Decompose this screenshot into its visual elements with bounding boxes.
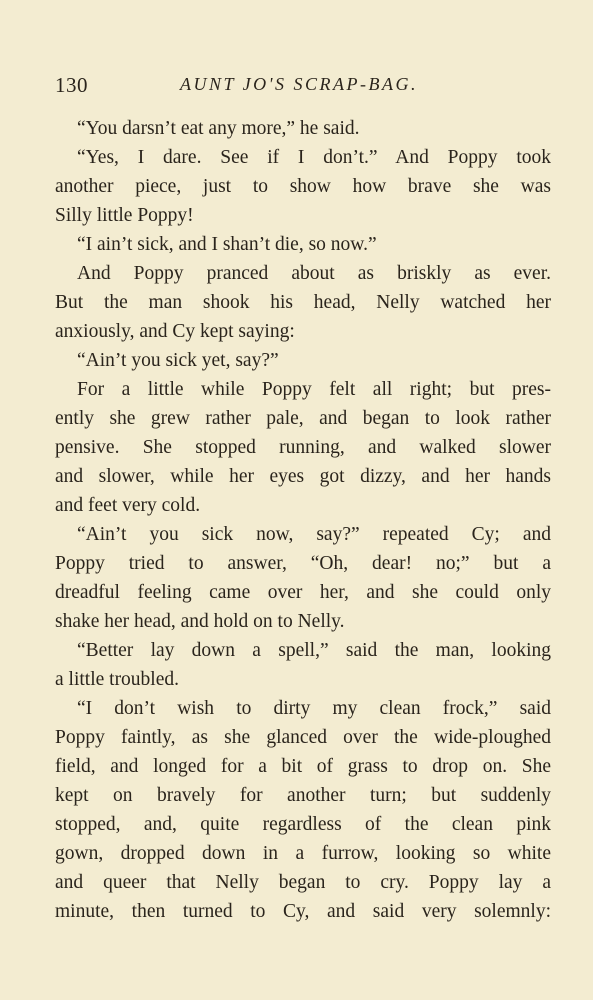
text-line: ently she grew rather pale, and began to look rather	[55, 408, 551, 429]
text-line: minute, then turned to Cy, and said very solemnly:	[55, 901, 551, 922]
text-line: Poppy faintly, as she glanced over the wide-ploughed	[55, 727, 551, 748]
text-line: gown, dropped down in a furrow, looking so white	[55, 843, 551, 864]
text-line: “Yes, I dare. See if I don’t.” And Poppy took	[77, 147, 551, 168]
text-line: For a little while Poppy felt all right; but pres-	[77, 379, 551, 400]
running-head: AUNT JO'S SCRAP-BAG.	[180, 74, 418, 94]
text-line: shake her head, and hold on to Nelly.	[55, 611, 345, 632]
text-line: “I ain’t sick, and I shan’t die, so now.”	[77, 234, 377, 255]
text-line: Silly little Poppy!	[55, 205, 194, 226]
text-line: And Poppy pranced about as briskly as ever.	[77, 263, 551, 284]
page-number: 130	[55, 73, 88, 97]
text-line: “I don’t wish to dirty my clean frock,” said	[77, 698, 551, 719]
text-line: Poppy tried to answer, “Oh, dear! no;” but a	[55, 553, 551, 574]
text-line: pensive. She stopped running, and walked slower	[55, 437, 551, 458]
page-header	[55, 73, 555, 103]
text-line: kept on bravely for another turn; but suddenly	[55, 785, 551, 806]
text-line: “Ain’t you sick now, say?” repeated Cy; and	[77, 524, 551, 545]
text-line: field, and longed for a bit of grass to drop on. She	[55, 756, 551, 777]
text-line: and queer that Nelly began to cry. Poppy lay a	[55, 872, 551, 893]
text-line: “Ain’t you sick yet, say?”	[77, 350, 279, 371]
text-line: and feet very cold.	[55, 495, 201, 516]
text-line: anxiously, and Cy kept saying:	[55, 321, 295, 342]
text-line: another piece, just to show how brave she was	[55, 176, 551, 197]
text-line: dreadful feeling came over her, and she could only	[55, 582, 551, 603]
body-text	[55, 114, 551, 926]
text-line: But the man shook his head, Nelly watched her	[55, 292, 551, 313]
text-line: stopped, and, quite regardless of the clean pink	[55, 814, 551, 835]
text-line: and slower, while her eyes got dizzy, and her hands	[55, 466, 551, 487]
text-line: “Better lay down a spell,” said the man, looking	[77, 640, 551, 661]
text-line: “You darsn’t eat any more,” he said.	[77, 118, 360, 139]
text-line: a little troubled.	[55, 669, 180, 690]
